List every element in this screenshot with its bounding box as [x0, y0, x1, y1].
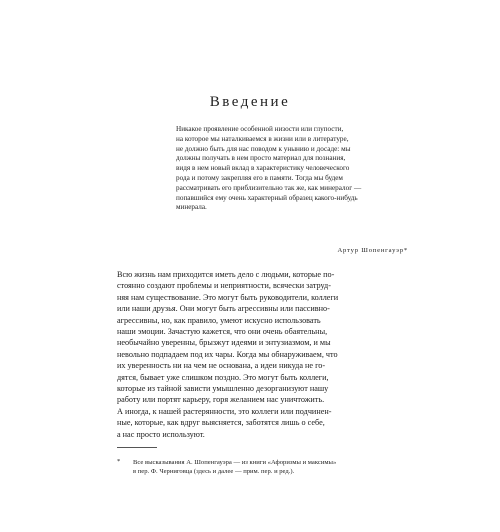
- body-paragraph: Всю жизнь нам приходится иметь дело с людьми, которые по- стоянно создают проблемы и неприятности, всячески затруд- няя нам существование. Это могут быть руководители, коллеги или наши друзья. Они могут быть агрессивны или пассивно- агрессивны, но, как правило, умеют искусно использовать наши эмоции. Зачастую кажется, что они очень обаятельны, необычайно уверенны, брызжут идеями и энтузиазмом, и мы невольно подпадаем под их чары. Когда мы обнаруживаем, что их уверенность ни на чем не основана, а идеи никуда не го- дятся, бывает уже слишком поздно. Это могут быть коллеги, которые из тайной зависти умышленно дезорганизуют нашу работу или портят карьеру, горя желанием нас уничтожить. А иногда, к нашей растерянности, это коллеги или подчинен- ные, которые, как вдруг выясняется, заботятся лишь о себе, а нас просто используют.: [117, 270, 339, 439]
- epigraph-author: Артур Шопенгауэр*: [337, 247, 408, 254]
- footnote-marker: *: [117, 458, 121, 465]
- footnote-divider: [117, 447, 157, 448]
- chapter-title: Введение: [209, 94, 291, 110]
- footnote-text: Все высказывания А. Шопенгауэра — из книги «Афоризмы и максимы» в пер. Ф. Черниговца (здесь и далее — прим. пер. и ред.).: [133, 459, 337, 476]
- epigraph-quote: Никакое проявление особенной низости или глупости, на которое мы наталкиваемся в жизни или в литературе, не должно быть для нас поводом к унынию и досаде: мы должны получать в нем просто материал для познания, видя в нем новый вклад в характеристику человеческого рода и потому закрепляя его в памяти. Тогда мы будем рассматривать его приблизительно так же, как минералог — попавшийся ему очень характерный образец какого-нибудь минерала.: [176, 125, 362, 212]
